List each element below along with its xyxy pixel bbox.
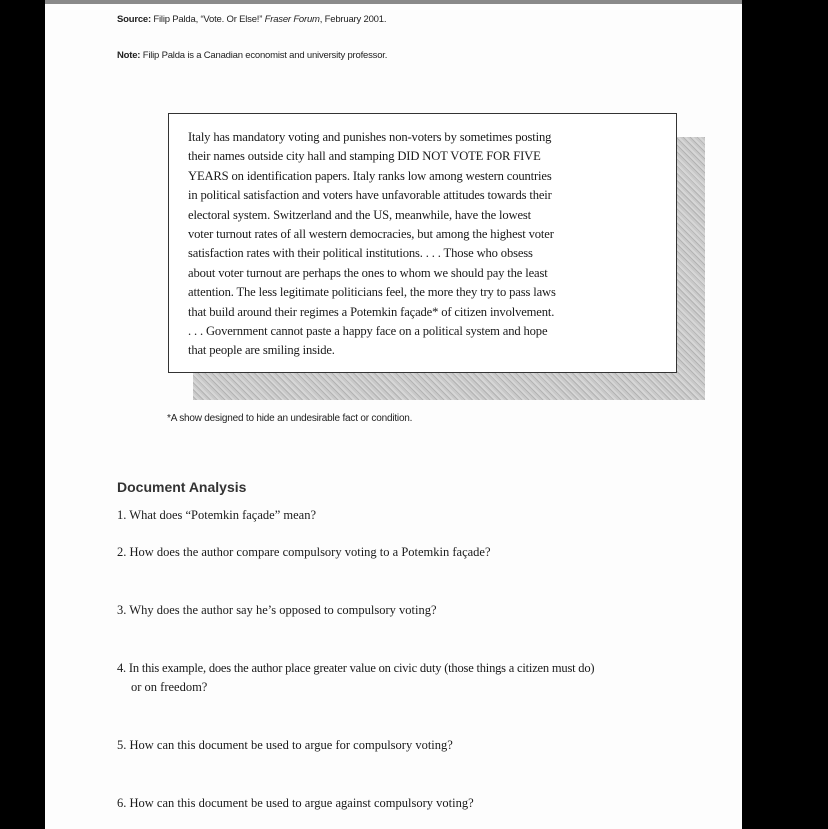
excerpt-line: YEARS on identification papers. Italy ranks low among western countries	[188, 168, 552, 183]
author-note	[117, 50, 387, 61]
excerpt-line: voter turnout rates of all western democracies, but among the highest voter	[188, 227, 554, 242]
excerpt-line: electoral system. Switzerland and the US, meanwhile, have the lowest	[188, 207, 532, 222]
scan-top-edge	[45, 0, 742, 4]
question-3: 3. Why does the author say he’s opposed to compulsory voting?	[117, 603, 437, 617]
source-label: Source:	[117, 14, 151, 25]
footnote: *A show designed to hide an undesirable fact or condition.	[167, 413, 413, 424]
source-citation	[117, 14, 386, 25]
question-1: 1. What does “Potemkin façade” mean?	[117, 508, 316, 522]
excerpt-line: in political satisfaction and voters have unfavorable attitudes towards their	[188, 188, 552, 203]
question-4-continued: or on freedom?	[131, 680, 208, 694]
source-date: , February 2001.	[319, 14, 387, 25]
question-6: 6. How can this document be used to argue against compulsory voting?	[117, 796, 474, 810]
question-5: 5. How can this document be used to argue for compulsory voting?	[117, 738, 453, 752]
note-label: Note:	[117, 50, 141, 61]
excerpt-line: attention. The less legitimate politicians feel, the more they try to pass laws	[188, 285, 556, 300]
note-text: Filip Palda is a Canadian economist and university professor.	[140, 50, 388, 61]
excerpt-line: satisfaction rates with their political institutions. . . . Those who obsess	[188, 246, 533, 261]
excerpt-line: that build around their regimes a Potemkin façade* of citizen involvement.	[188, 304, 555, 319]
excerpt-line: . . . Government cannot paste a happy face on a political system and hope	[188, 324, 548, 339]
excerpt-line: about voter turnout are perhaps the ones to whom we should pay the least	[188, 265, 548, 280]
excerpt-line: that people are smiling inside.	[188, 343, 335, 358]
section-heading: Document Analysis	[117, 479, 247, 495]
source-publication: Fraser Forum	[264, 14, 320, 25]
excerpt-line: Italy has mandatory voting and punishes non-voters by sometimes posting	[188, 130, 552, 144]
source-text: Filip Palda, “Vote. Or Else!”	[150, 14, 265, 25]
question-2: 2. How does the author compare compulsory voting to a Potemkin façade?	[117, 545, 491, 559]
excerpt-text	[188, 128, 556, 361]
excerpt-box	[168, 113, 677, 373]
excerpt-line: their names outside city hall and stamping DID NOT VOTE FOR FIVE	[188, 149, 541, 164]
question-4: 4. In this example, does the author place greater value on civic duty (those things a citizen must do)	[117, 661, 595, 675]
